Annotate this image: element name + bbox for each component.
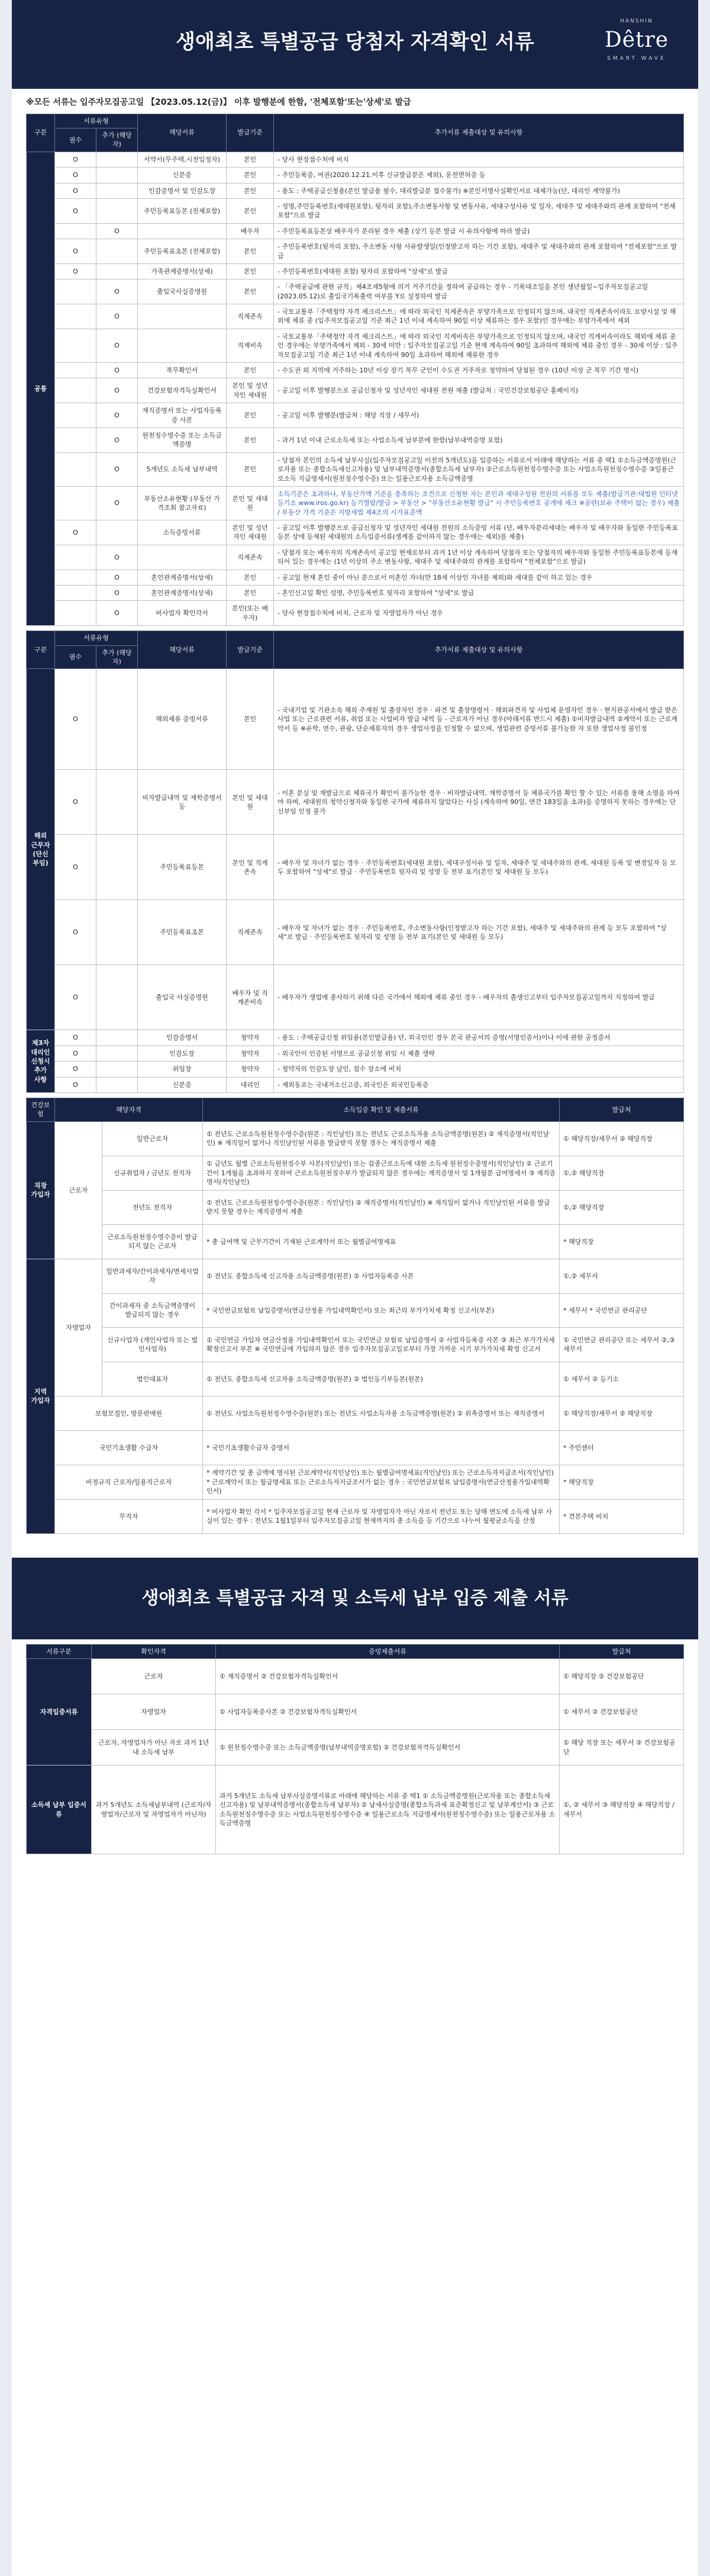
cell-target: 과거 5개년도 소득세납부내역 (근로자/자영업자/근로자 및 자영업자가 아닌자) <box>92 1765 216 1854</box>
cell-issuer: 본인 <box>227 152 274 167</box>
cell-issuer: 본인 <box>227 427 274 452</box>
cell-issuer: 본인 <box>227 403 274 428</box>
table-row <box>27 1121 684 1156</box>
cell-doc-name: 혼인관계증명서(상세) <box>138 586 227 601</box>
cell-required: O <box>55 835 96 900</box>
side-label-proxy: 제3자 대리인 신청시 추가 사항 <box>27 1030 55 1093</box>
section2-title: 생애최초 특별공급 자격 및 소득세 납부 입증 제출 서류 <box>12 1558 698 1639</box>
table-row <box>27 1030 684 1046</box>
cell-extra <box>96 1046 138 1061</box>
table-row <box>27 152 684 167</box>
table-row <box>27 1465 684 1499</box>
cell-doc-name: 주민등록표등본 <box>138 835 227 900</box>
cell-extra <box>96 263 138 279</box>
cell-note: - 용도 : 주택공급신청용(본인 발급용 필수, 대리발급분 접수불가) ※본인서명사실확인서로 대체가능(단, 대리인 계약불가) <box>274 183 684 198</box>
logo-brand: Dêtre <box>604 27 669 52</box>
cell-group: 근로자 <box>55 1121 102 1259</box>
th4-docs: 증빙제출서류 <box>216 1644 560 1658</box>
cell-doc-name: 신분증 <box>138 1077 227 1092</box>
cell-required <box>55 378 96 403</box>
cell-issuer: 본인 및 성년자인 세대원 <box>227 520 274 545</box>
cell-extra: O <box>96 223 138 239</box>
table-row <box>27 1659 684 1694</box>
cell-note: - 과거 1년 이내 근로소득세 또는 사업소득세 납부분에 한함(납부내역증명 포함) <box>274 427 684 452</box>
th2-doc-name: 해당서류 <box>138 631 227 669</box>
cell-issuer: 본인 <box>227 198 274 223</box>
cell-note: - 배우자 및 자녀가 없는 경우 · 주민등록번호, 주소변동사항(인정받고자 하는 기간 포함), 세대주 및 세대주와의 관계 등 모두 포함하여 "상세"로 발급 · 주민등록번호 뒷자리 및 성명 등 전부 표기(본인 및 세대원 등 모두) <box>274 900 684 965</box>
cell-required <box>55 403 96 428</box>
cell-sub: 법인대표자 <box>102 1362 203 1396</box>
cell-issuer: ①,② 세무서 <box>560 1259 684 1293</box>
cell-issuer: 본인 및 세대원 <box>227 770 274 835</box>
cell-issuer: 대리인 <box>227 1077 274 1092</box>
cell-note: - 당사 현장접수처에 비치 <box>274 152 684 167</box>
cell-note: - 주민등록증, 여권(2020.12.21.이후 신규발급분은 제외), 운전면허증 등 <box>274 168 684 183</box>
cell-docs: ① 전년도 종합소득세 신고자용 소득금액증명(원본) ② 법인등기부등본(원본) <box>203 1362 560 1396</box>
cell-doc-name: 복무확인서 <box>138 363 227 378</box>
cell-required: O <box>55 1046 96 1061</box>
cell-issuer: ① 세무서 ② 건강보험공단 <box>560 1694 684 1730</box>
cell-group: 비정규직 근로자/일용직근로자 <box>55 1465 203 1499</box>
cell-extra <box>96 900 138 965</box>
cell-required: O <box>55 168 96 183</box>
logo-line2: SMART WAVE <box>607 55 666 62</box>
table-income <box>26 1098 684 1534</box>
cell-doc-name: 비사업자 확인각서 <box>138 601 227 626</box>
cell-issuer: ① 해당직장 ② 건강보험공단 <box>560 1659 684 1694</box>
cell-note: - 성명,주민등록번호(세대원포함), 뒷자리 포함),주소변동사항 및 변동사유, 세대구성사유 및 일자, 세대주 및 세대주와의 관계 포함하여 "전체포함"으로 발급 <box>274 198 684 223</box>
cell-note: - 이혼 분실 및 재발급으로 체류국가 확인이 불가능한 경우 · 비자발급내역, 재학증명서 등 체류국가를 확인 할 수 있는 서류를 통해 소명을 하여야 하며, 세대원의 청약신청자와 동일한 국가에 체류하지 않았다는 사실 (계속하여 90일, 연간 183일을 초과)을 증명하지 못하는 경우에는 단신부임 인정 불가 <box>274 770 684 835</box>
cell-required <box>55 586 96 601</box>
cell-issuer: 본인 및 직계존속 <box>227 835 274 900</box>
cell-doc-name: 비자발급내역 및 재학증명서 등 <box>138 770 227 835</box>
cell-required <box>55 452 96 486</box>
cell-required: O <box>55 1062 96 1077</box>
cell-extra <box>96 1077 138 1092</box>
cell-extra <box>96 669 138 770</box>
cell-doc-name: 주민등록표초본 (전체포함) <box>138 239 227 264</box>
cell-doc-name: 건강보험자격득실확인서 <box>138 378 227 403</box>
cell-note: - 주민등록표등본상 배우자가 분리된 경우 제출 (상기 등본 발급 시 유의사항에 따라 발급) <box>274 223 684 239</box>
th3-issuer: 발급처 <box>560 1098 684 1121</box>
cell-issuer: 본인 <box>227 168 274 183</box>
cell-issuer: * 해당직장 <box>560 1224 684 1259</box>
header-banner <box>12 0 698 89</box>
side-label-qualification: 자격입증서류 <box>27 1659 92 1765</box>
cell-issuer: ① 해당직장/세무서 ② 해당직장 <box>560 1396 684 1430</box>
cell-extra: O <box>96 363 138 378</box>
cell-required <box>55 601 96 626</box>
cell-docs: * 국민연금보험료 납입증명서(연금산정용 가입내역확인서) 또는 최근의 부가가치세 확정 신고서(부본) <box>203 1293 560 1327</box>
cell-extra <box>96 168 138 183</box>
cell-extra: O <box>96 403 138 428</box>
cell-docs: ① 전년도 종합소득세 신고자용 소득금액증명(원본) ② 사업자등록증 사본 <box>203 1259 560 1293</box>
cell-doc-name: 소득증빙서류 <box>138 520 227 545</box>
cell-issuer: * 견본주택 비치 <box>560 1499 684 1533</box>
cell-docs: ① 전년도 사업소득원천징수영수증(원본) 또는 전년도 사업소득자용 소득금액증명(원본) ② 위촉증명서 또는 재직증명서 <box>203 1396 560 1430</box>
table-row <box>27 669 684 770</box>
cell-extra: O <box>96 586 138 601</box>
cell-doc-name: 부동산소유현황 (부동산 가격조회 참고자료) <box>138 486 227 520</box>
page-title: 생애최초 특별공급 당첨자 자격확인 서류 <box>176 30 534 54</box>
cell-extra: O <box>96 486 138 520</box>
cell-note: - 공고일 이후 발행분(발급처 : 해당 직장 / 세무서) <box>274 403 684 428</box>
cell-issuer: * 해당직장 <box>560 1465 684 1499</box>
cell-issuer: 청약자 <box>227 1062 274 1077</box>
cell-doc-name: 출입국 사실증명원 <box>138 965 227 1030</box>
cell-doc-name: 가족관계증명서(상세) <box>138 263 227 279</box>
table-row <box>27 427 684 452</box>
cell-issuer: 본인 <box>227 452 274 486</box>
cell-issuer: 직계존속 <box>227 304 274 329</box>
table-row <box>27 1259 684 1293</box>
table-row <box>27 378 684 403</box>
table-row <box>27 1156 684 1190</box>
cell-required: O <box>55 1030 96 1046</box>
side-label-employee: 직장 가입자 <box>27 1121 55 1259</box>
cell-extra: O <box>96 378 138 403</box>
cell-docs: ① 전년도 근로소득원천징수영수증(원본 : 직인날인) 또는 전년도 근로소득자용 소득금액증명(원본) ② 재직증명서(직인날인) ※ 재직일이 없거나 직인날인된 서류를 발급받지 못할 경우는 재직증명서 제출 <box>203 1121 560 1156</box>
cell-issuer: ①,② 해당직장 <box>560 1190 684 1224</box>
table-row <box>27 239 684 264</box>
cell-extra <box>96 152 138 167</box>
cell-doc-name: 주민등록표등본 (전체포함) <box>138 198 227 223</box>
cell-sub: 전년도 전직자 <box>102 1190 203 1224</box>
cell-note: - 국내기업 및 기관소속 해외 주재원 및 출장자인 경우 · 파견 및 출장명령서 · 해외파견자 및 사업체 운영자인 경우 · 현지관공서에서 발급 받은 사업 또는 근로관련 서류, 취업 또는 사업비자 발급 내역 등 - 근로자가 아닌 경우(아래서류 반드시 제출) ①비자발급내역 ②계약서 또는 근로계약서 등 ※유학, 연수, 관광, 단순체류자의 경우 생업사정을 인정할 수 없으며, 생업관련 증빙서류 불가능한 자 또한 생업사정 불인정 <box>274 669 684 770</box>
cell-sub: 신규취업자 / 금년도 전직자 <box>102 1156 203 1190</box>
table-row <box>27 329 684 362</box>
cell-required: O <box>55 183 96 198</box>
cell-docs: ① 사업자등록증사본 ② 건강보험자격득실확인서 <box>216 1694 560 1730</box>
th4-issuer: 발급처 <box>560 1644 684 1658</box>
cell-issuer: ① 세무서 ② 등기소 <box>560 1362 684 1396</box>
cell-note: - 공고일 이후 발행분으로 공급신청자 및 성년자인 세대원 전원 제출 (발급처 : 국민건강보험공단 홈페이지) <box>274 378 684 403</box>
th3-type: 건강보험 <box>27 1098 55 1121</box>
cell-required: O <box>55 770 96 835</box>
cell-issuer: 직계존속 <box>227 545 274 570</box>
cell-doc-name: 인감증명서 및 인감도장 <box>138 183 227 198</box>
table-row <box>27 1190 684 1224</box>
cell-note: - 배우자 및 자녀가 없는 경우 · 주민등록번호(세대원 포함), 세대구성사유 및 일자, 세대주 및 세대주와의 관계, 세대원 등록 및 변경일자 등 모두 포함하여 "상세"로 발급 · 주민등록번호 뒷자리 및 성명 등 전부 표기(본인 및 세대원 등 모두) <box>274 835 684 900</box>
notice-text: ※모든 서류는 입주자모집공고일 【2023.05.12(금)】 이후 발행분에 한함, '전체포함'또는'상세'로 발급 <box>26 98 411 107</box>
table-row <box>27 363 684 378</box>
cell-doc-name: 인감도장 <box>138 1046 227 1061</box>
cell-issuer: * 주민센터 <box>560 1430 684 1465</box>
cell-group: 무직자 <box>55 1499 203 1533</box>
cell-doc-name: 해외체류 증빙서류 <box>138 669 227 770</box>
cell-doc-name: 위임장 <box>138 1062 227 1077</box>
cell-note: - 국토교통부「주택청약 자격 체크리스트」에 따라 외국인 직계비속은 부양가족으로 인정되지 않으며, 내국인 직계비속이라도 해외에 체류 중인 경우에는 부양가족에서 제외 - 30세 미만 : 입주자모집공고일 기준 현재 계속하여 90일 초과하여 해외에 체류 중인 경우 - 30세 이상 : 입주자모집공고일 기준 최근 1년 이내 계속하여 90일 초과하여 해외에 체류한 경우 <box>274 329 684 362</box>
cell-extra: O <box>96 452 138 486</box>
th-extra: 추가 (해당자) <box>96 128 138 152</box>
cell-docs: ① 재직증명서 ② 건강보험자격득실확인서 <box>216 1659 560 1694</box>
cell-extra: O <box>96 279 138 304</box>
table-row <box>27 570 684 585</box>
cell-target: 근로자 <box>92 1659 216 1694</box>
cell-sub: 간이과세자 중 소득금액증명이 발급되지 않는 경우 <box>102 1293 203 1327</box>
cell-extra: O <box>96 570 138 585</box>
cell-docs: ① 국민연금 가입자 연금산정용 가입내역확인서 또는 국민연금 보험료 납입증명서 ② 사업자등록증 사본 ③ 최근 부가가치세 확정신고서 부본 ※ 국민연금에 가입하지 않은 경우 입주자모집공고일로부터 가장 가까운 시기 부가가치세 확정 신고서 <box>203 1327 560 1362</box>
cell-required: O <box>55 1077 96 1092</box>
cell-doc-name: 재직증명서 또는 사업자등록증 사본 <box>138 403 227 428</box>
cell-extra <box>96 770 138 835</box>
cell-issuer: 본인 <box>227 239 274 264</box>
cell-issuer: 청약자 <box>227 1030 274 1046</box>
table-row <box>27 1430 684 1465</box>
table-row <box>27 1765 684 1854</box>
th3-submit: 소득입증 확인 및 제출서류 <box>203 1098 560 1121</box>
side-label-common: 공통 <box>27 152 55 625</box>
table-overseas <box>26 631 684 1093</box>
cell-sub: 일반과세자/간이과세자/면세사업자 <box>102 1259 203 1293</box>
th-required: 필수 <box>55 128 96 152</box>
cell-extra <box>96 520 138 545</box>
cell-docs: ① 전년도 근로소득원천징수영수증(원본 : 직인날인) ② 재직증명서(직인날인) ※ 재직일이 없거나 직인날인된 서류를 발급받지 못할 경우는 재직증명서 제출 <box>203 1190 560 1224</box>
table-row <box>27 770 684 835</box>
cell-note: - 용도 : 주택공급신청 위임용(본인발급용) 단, 외국인인 경우 본국 관공서의 증명(서명인증서)이나 이에 관한 공정증서 <box>274 1030 684 1046</box>
table-row <box>27 279 684 304</box>
cell-note: - 당첨자 본인의 소득세 납부사실(입주자모집공고일 이전의 5개년도)을 입증하는 서류로서 아래에 해당하는 서류 중 택1 ①소득금액증명원(근로자용 또는 종합소득세신고자용) 및 납부내역증명서(종합소득세 납부자) ②근로소득원천징수영수증 또는 사업소득원천징수영수증 ③일용근로소득 지급명세서(원천징수영수증) 또는 일용근로자용 소득금액증명 <box>274 452 684 486</box>
table-row <box>27 601 684 626</box>
cell-doc-name: 인감증명서 <box>138 1030 227 1046</box>
cell-doc-name <box>138 223 227 239</box>
cell-issuer: ①, ② 세무서 ③ 해당직장 ④ 해당직장 / 세무서 <box>560 1765 684 1854</box>
cell-issuer: ① 해당직장/세무서 ② 해당직장 <box>560 1121 684 1156</box>
table-row <box>27 198 684 223</box>
cell-target: 근로자, 자영업자가 아닌 자로 과거 1년 내 소득세 납부 <box>92 1730 216 1765</box>
cell-extra <box>96 1030 138 1046</box>
table-row <box>27 1396 684 1430</box>
table-row <box>27 223 684 239</box>
cell-note: - 청약자의 인감도장 날인, 접수 장소에 비치 <box>274 1062 684 1077</box>
cell-note: - 외국인이 인증된 서명으로 공급신청 위임 시 제출 생략 <box>274 1046 684 1061</box>
table-row <box>27 520 684 545</box>
cell-doc-name: 출입국사실증명원 <box>138 279 227 304</box>
brand-logo <box>605 18 669 63</box>
cell-required <box>55 363 96 378</box>
table-row <box>27 452 684 486</box>
cell-issuer: ①,② 해당직장 <box>560 1156 684 1190</box>
cell-required <box>55 304 96 329</box>
cell-docs: * 계약기간 및 총 금액에 명시된 근로계약서(직인날인) 또는 월별급여명세표(직인날인) 또는 근로소득자지급조서(직인날인) * 근로계약서 또는 월급명세표 또는 근로소득자지급조서가 없는 경우 : 국민연금보험료 납입증명서(연금산정용가입내역확인서) <box>203 1465 560 1499</box>
cell-extra <box>96 198 138 223</box>
table-row <box>27 1694 684 1730</box>
logo-line1: HANSHIN <box>620 18 653 24</box>
cell-extra <box>96 239 138 264</box>
cell-doc-name: 원천징수영수증 또는 소득금액증명 <box>138 427 227 452</box>
table-common <box>26 114 684 626</box>
cell-extra <box>96 835 138 900</box>
cell-note: - 당첨자 또는 배우자의 직계존속이 공고일 현재로부터 과거 1년 이상 계속하여 당첨자 또는 당첨자의 배우자와 동일한 주민등록표등본에 등재되어 있는 경우에는 (1년 이상의 주소 변동사항, 세대주 및 세대주와의 관계를 포함하여 "전체포함"으로 발급) <box>274 545 684 570</box>
cell-extra <box>96 1062 138 1077</box>
cell-note: - 주민등록번호(뒷자리 포함), 주소변동 사항 사유발생일(인정받고자 하는 기간 포함), 세대주 및 세대주와의 관계 포함하여 "전체포함"으로 발급 <box>274 239 684 264</box>
cell-doc-name: 신분증 <box>138 168 227 183</box>
th2-extra: 추가 (해당자) <box>96 645 138 669</box>
table-row <box>27 1224 684 1259</box>
cell-issuer: 배우자 <box>227 223 274 239</box>
table-row <box>27 183 684 198</box>
cell-required <box>55 279 96 304</box>
table-row <box>27 1730 684 1765</box>
cell-required: O <box>55 965 96 1030</box>
table-row <box>27 1362 684 1396</box>
th4-target: 확인자격 <box>92 1644 216 1658</box>
table-row <box>27 1077 684 1092</box>
cell-note: - 공고일 이후 발행분으로 공급신청자 및 성년자인 세대원 전원의 소득증빙 서류 (단, 배우자분리세대는 배우자 및 배우자와 동일한 주민등록표등본 상에 등재된 세대원의 소득입증서류(생계를 같이하지 않는 경우에는 제외)를 제출) <box>274 520 684 545</box>
cell-extra: O <box>96 601 138 626</box>
side-label-tax: 소득세 납부 입증서류 <box>27 1765 92 1854</box>
cell-note: - 재외동포는 국내거소신고증, 외국인은 외국인등록증 <box>274 1077 684 1092</box>
cell-issuer: ① 국민연금 관리공단 또는 세무서 ②,③ 세무서 <box>560 1327 684 1362</box>
cell-issuer: 직계비속 <box>227 329 274 362</box>
cell-issuer: 본인 <box>227 183 274 198</box>
cell-doc-name <box>138 329 227 362</box>
page <box>12 0 698 2576</box>
cell-note: - 배우자가 생업에 종사하기 위해 다른 국가에서 해외에 체류 중인 경우 - 배우자의 출생신고부터 입주자모집공고일까지 지정하여 발급 <box>274 965 684 1030</box>
cell-docs: * 비사업자 확인 각서 * 입주자모집공고일 현재 근로자 및 자영업자가 아닌 자로서 전년도 또는 당해 연도에 소득세 납부 사실이 있는 경우 : 전년도 1월1일부터 입주자모집공고일 현재까지의 총 소득을 등 기간으로 나누어 월평균소득을 산정 <box>203 1499 560 1533</box>
cell-docs: * 국민기초생활수급자 증명서 <box>203 1430 560 1465</box>
th2-notes: 추가서류 제출대상 및 유의사항 <box>274 631 684 669</box>
cell-doc-name <box>138 304 227 329</box>
cell-extra <box>96 183 138 198</box>
cell-extra: O <box>96 545 138 570</box>
th-doc-type: 서류유형 <box>55 114 138 128</box>
table-row <box>27 1327 684 1362</box>
cell-issuer: 배우자 및 직계존비속 <box>227 965 274 1030</box>
cell-issuer: 본인 <box>227 570 274 585</box>
cell-required: O <box>55 239 96 264</box>
th3-doc: 해당자격 <box>55 1098 203 1121</box>
side-label-overseas: 해외 근무자 (단신 부임) <box>27 669 55 1030</box>
cell-note: - 혼인신고일 확인 성명, 주민등록번호 뒷자리 포함하여 "상세"로 발급 <box>274 586 684 601</box>
cell-issuer: 본인 <box>227 586 274 601</box>
table-row <box>27 304 684 329</box>
cell-issuer: 직계존속 <box>227 900 274 965</box>
cell-target: 자영업자 <box>92 1694 216 1730</box>
cell-note: - 국토교통부「주택청약 자격 체크리스트」에 따라 외국인 직계존속은 부양가족으로 인정되지 않으며, 내국인 직계존속이라도 요양시설 및 해외에 체류 중 (입주자모집공고일 기준 최근 1년 이내 계속하여 90일 이상 체류하는 경우 포함)인 경우에는 부양가족에서 제외 <box>274 304 684 329</box>
table-row <box>27 1293 684 1327</box>
cell-doc-name <box>138 545 227 570</box>
cell-extra: O <box>96 427 138 452</box>
cell-note: - 수도권 외 지역에 거주하는 10년 이상 장기 복무 군인이 수도권 거주자로 청약하여 당첨된 경우 (10년 이상 군 복무 기간 명시) <box>274 363 684 378</box>
cell-required: O <box>55 520 96 545</box>
cell-issuer: 본인 <box>227 279 274 304</box>
table-row <box>27 263 684 279</box>
table-row <box>27 545 684 570</box>
th2-required: 필수 <box>55 645 96 669</box>
table-row <box>27 1499 684 1533</box>
th-doc-name: 해당서류 <box>138 114 227 152</box>
cell-doc-name: 주민등록표초본 <box>138 900 227 965</box>
table-qualification <box>26 1644 684 1854</box>
cell-required <box>55 486 96 520</box>
table-row <box>27 168 684 183</box>
cell-issuer: 본인 <box>227 669 274 770</box>
cell-issuer: 청약자 <box>227 1046 274 1061</box>
cell-note: - 당사 현장접수처에 비치, 근로자 및 자영업자가 아닌 경우 <box>274 601 684 626</box>
table-row <box>27 586 684 601</box>
cell-required <box>55 570 96 585</box>
cell-required: O <box>55 263 96 279</box>
cell-docs: * 총 급여액 및 근무기간이 기재된 근로계약서 또는 월별급여명세표 <box>203 1224 560 1259</box>
cell-docs: ① 금년도 월별 근로소득원천징수부 사본(직인날인) 또는 갑종근로소득에 대한 소득세 원천징수증명서(직인날인) ② 근로기간이 1개월을 초과하지 못하여 근로소득원천징수부가 발급되지 않은 경우에는 재직증명서 및 1개월분 급여명세서 ③ 재직증명서(직인날인) <box>203 1156 560 1190</box>
cell-note: - 「주택공급에 관한 규칙」제4조제5항에 의거 거주기간을 정하여 공급하는 경우 - 기록대조일을 본인 생년월일~입주자모집공고일(2023.05.12)로 출입국기록출력 여부를 Y로 설정하여 발급 <box>274 279 684 304</box>
cell-issuer: 본인 및 세대원 <box>227 486 274 520</box>
table-row <box>27 1046 684 1061</box>
cell-group: 보험모집인, 방문판매원 <box>55 1396 203 1430</box>
cell-group: 자영업자 <box>55 1259 102 1396</box>
cell-required <box>55 427 96 452</box>
side-label-regional: 지역 가입자 <box>27 1259 55 1533</box>
cell-required <box>55 545 96 570</box>
cell-note: - 공고일 현재 혼인 중이 아닌 분으로서 미혼인 자녀(만 18세 이상인 자녀를 제외)와 세대를 같이 하고 있는 경우 <box>274 570 684 585</box>
cell-required <box>55 329 96 362</box>
table-row <box>27 486 684 520</box>
cell-docs: ① 원천징수영수증 또는 소득금액증명(납부내역증명포함) ② 건강보험자격득실확인서 <box>216 1730 560 1765</box>
table-row <box>27 965 684 1030</box>
cell-issuer: 본인(또는 배우자) <box>227 601 274 626</box>
th2-issuer: 발급기준 <box>227 631 274 669</box>
th-notes: 추가서류 제출대상 및 유의사항 <box>274 114 684 152</box>
cell-issuer: 본인 및 성년자인 세대원 <box>227 378 274 403</box>
table-row <box>27 1062 684 1077</box>
cell-issuer: 본인 <box>227 263 274 279</box>
cell-note: 소득기준은 초과하나, 부동산가액 기준을 충족하는 조건으로 신청한 자는 본인과 세대구성원 전원의 서류를 모두 제출(발급기관:대법원 인터넷 등기소 www.iros.go.kr) 등기열람/발급 > 부동산 > "부동산소유현황 발급" 시 주민등록번호 공개에 체크 ※공란(보유 주택이 없는 경우) 제출 / 부동산 가격 기준은 지방세법 제4조의 시가표준액 <box>274 486 684 520</box>
th-issuer: 발급기준 <box>227 114 274 152</box>
th2-doc-type: 서류유형 <box>55 631 138 645</box>
cell-required: O <box>55 669 96 770</box>
cell-issuer: ① 해당 직장 또는 세무서 ② 건강보험공단 <box>560 1730 684 1765</box>
cell-group: 국민기초생활 수급자 <box>55 1430 203 1465</box>
cell-issuer: * 세무서 * 국민연금 관리공단 <box>560 1293 684 1327</box>
cell-sub: 일반근로자 <box>102 1121 203 1156</box>
table-row <box>27 900 684 965</box>
cell-required: O <box>55 198 96 223</box>
cell-extra: O <box>96 329 138 362</box>
cell-required <box>55 223 96 239</box>
cell-doc-name: 서약서(무주택,시전입정자) <box>138 152 227 167</box>
cell-extra <box>96 965 138 1030</box>
th-gubun: 구분 <box>27 114 55 152</box>
table-row <box>27 835 684 900</box>
cell-doc-name: 혼인관계증명서(상세) <box>138 570 227 585</box>
cell-sub: 근로소득원천징수영수증이 발급되지 않는 근로자 <box>102 1224 203 1259</box>
th4-type: 서류구분 <box>27 1644 92 1658</box>
cell-sub: 신규사업자 (개인사업자 또는 법인사업자) <box>102 1327 203 1362</box>
th2-gubun: 구분 <box>27 631 55 669</box>
cell-required: O <box>55 900 96 965</box>
table-row <box>27 403 684 428</box>
cell-required: O <box>55 152 96 167</box>
cell-extra: O <box>96 304 138 329</box>
cell-note: - 주민등록번호(세대원 포함) 뒷자리 포함하여 "상세"로 발급 <box>274 263 684 279</box>
cell-doc-name: 5개년도 소득세 납부내역 <box>138 452 227 486</box>
cell-docs: 과거 5개년도 소득세 납부사실증명서류로 아래에 해당하는 서류 중 택1 ① 소득금액증명원(근로자용 또는 종합소득세신고자용) 및 납부내역증명서(종합소득세 납부자) ② 납세사실증명(종합소득과세 표준확정신고 및 납부계산서) ③ 근로소득원천징수영수증 또는 사업소득원천징수영수증 ④ 일용근로소득 지급명세서(원천징수영수증) 또는 일용근로자용 소득금액증명 <box>216 1765 560 1854</box>
cell-issuer: 본인 <box>227 363 274 378</box>
